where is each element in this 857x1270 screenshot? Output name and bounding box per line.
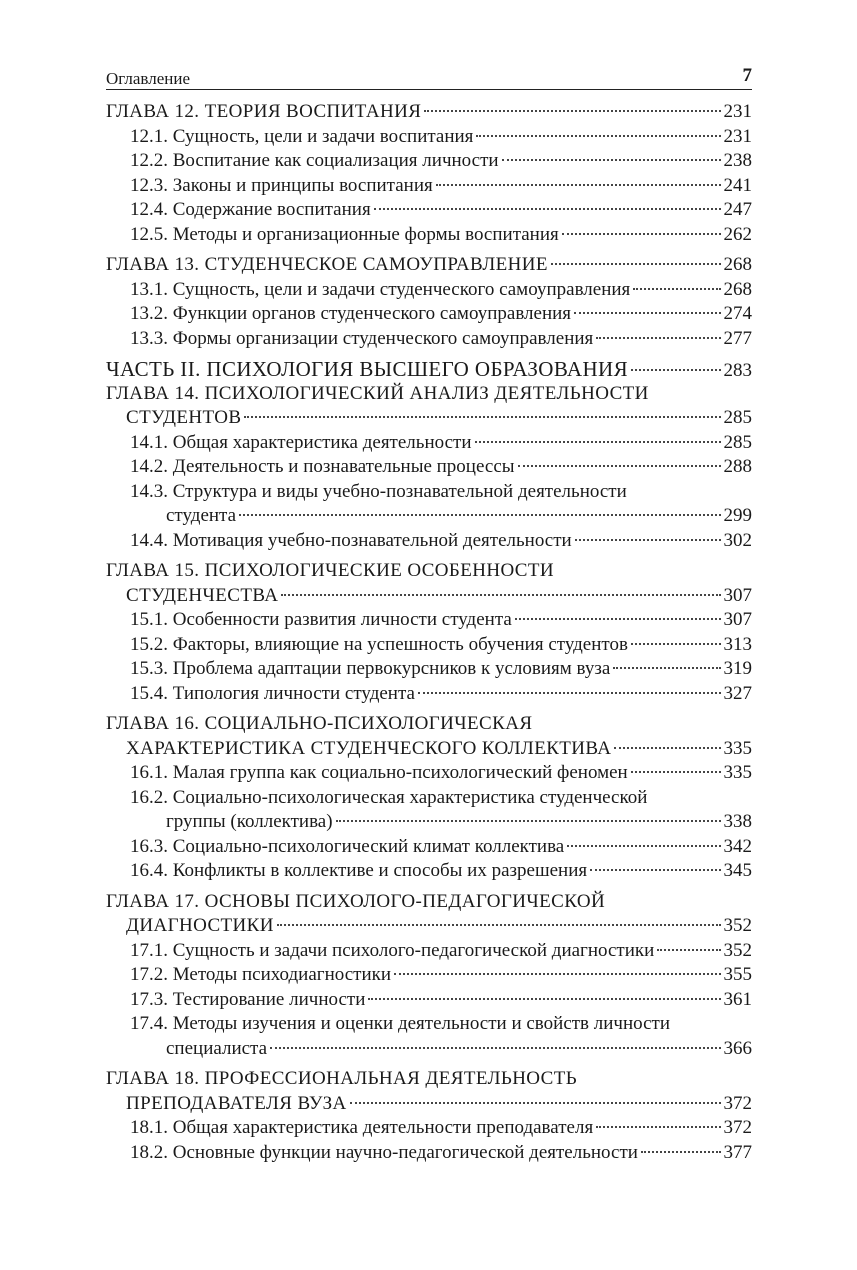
toc-group	[106, 1067, 752, 1165]
toc-entry[interactable]	[106, 327, 752, 352]
toc-entry[interactable]	[106, 963, 752, 988]
toc-entry-page: 277	[723, 327, 752, 349]
page-number: 7	[742, 65, 752, 86]
toc-entry-title: специалиста	[166, 1037, 268, 1059]
toc-entry[interactable]	[106, 712, 752, 737]
dot-leader	[657, 949, 720, 951]
toc-entry[interactable]	[106, 914, 752, 939]
toc-entry-title: ГЛАВА 13. СТУДЕНЧЕСКОЕ САМОУПРАВЛЕНИЕ	[106, 254, 548, 275]
toc-entry[interactable]	[106, 504, 752, 529]
toc-entry[interactable]	[106, 633, 752, 658]
toc-entry[interactable]	[106, 939, 752, 964]
dot-leader	[633, 288, 720, 290]
dot-leader	[631, 369, 720, 371]
dot-leader	[394, 973, 720, 975]
toc-entry-page: 283	[723, 360, 752, 381]
toc-entry-page: 327	[723, 682, 752, 704]
toc-group	[106, 100, 752, 247]
dot-leader	[374, 208, 721, 210]
dot-leader	[567, 845, 720, 847]
dot-leader	[239, 514, 720, 516]
toc-entry-title: 14.1. Общая характеристика деятельности	[130, 431, 472, 453]
dot-leader	[590, 869, 720, 871]
toc-entry-title: 15.1. Особенности развития личности студента	[130, 609, 512, 630]
toc-entry[interactable]	[106, 1067, 752, 1092]
dot-leader	[270, 1047, 720, 1049]
toc-entry-title: ЧАСТЬ II. ПСИХОЛОГИЯ ВЫСШЕГО ОБРАЗОВАНИЯ	[106, 357, 629, 381]
toc-entry-page: 361	[723, 988, 752, 1010]
toc-entry-page: 372	[723, 1092, 752, 1114]
toc-entry[interactable]	[106, 1092, 752, 1117]
toc-entry-page: 335	[723, 762, 752, 783]
toc-entry-title: 14.2. Деятельность и познавательные процессы	[130, 456, 515, 477]
toc-entry-page: 335	[723, 737, 752, 759]
toc-group	[106, 253, 752, 351]
table-of-contents	[106, 100, 752, 1165]
toc-entry-title: студента	[166, 505, 237, 526]
toc-entry[interactable]	[106, 253, 752, 278]
toc-entry-title: ГЛАВА 18. ПРОФЕССИОНАЛЬНАЯ ДЕЯТЕЛЬНОСТЬ	[106, 1068, 578, 1089]
toc-entry-page: 319	[723, 658, 752, 679]
dot-leader	[574, 312, 720, 314]
toc-entry-title: ГЛАВА 16. СОЦИАЛЬНО-ПСИХОЛОГИЧЕСКАЯ	[106, 713, 533, 734]
dot-leader	[350, 1102, 721, 1104]
dot-leader	[641, 1151, 721, 1153]
dot-leader	[418, 692, 721, 694]
toc-entry[interactable]	[106, 737, 752, 762]
toc-entry[interactable]	[106, 657, 752, 682]
toc-entry-title: 12.3. Законы и принципы воспитания	[130, 174, 433, 196]
toc-entry-page: 268	[723, 254, 752, 275]
toc-entry-page: 241	[723, 174, 752, 196]
toc-entry[interactable]	[106, 682, 752, 707]
dot-leader	[281, 594, 720, 596]
toc-entry-page: 231	[723, 101, 752, 122]
toc-entry-title: 12.5. Методы и организационные формы воспитания	[130, 223, 559, 245]
toc-entry-title: 17.4. Методы изучения и оценки деятельности и свойств личности	[130, 1013, 671, 1034]
toc-entry[interactable]	[106, 835, 752, 860]
toc-entry-page: 342	[723, 835, 752, 857]
toc-group	[106, 357, 752, 553]
toc-entry-page: 288	[723, 456, 752, 477]
toc-entry[interactable]	[106, 988, 752, 1013]
toc-entry[interactable]	[106, 198, 752, 223]
toc-entry[interactable]	[106, 1037, 752, 1062]
toc-entry[interactable]	[106, 223, 752, 248]
dot-leader	[613, 667, 720, 669]
toc-entry-title: 14.4. Мотивация учебно-познавательной деятельности	[130, 529, 572, 551]
toc-entry-title: 17.3. Тестирование личности	[130, 988, 366, 1010]
toc-entry[interactable]	[106, 278, 752, 303]
toc-entry[interactable]	[106, 559, 752, 584]
toc-entry-title: ГЛАВА 17. ОСНОВЫ ПСИХОЛОГО-ПЕДАГОГИЧЕСКОЙ	[106, 890, 606, 912]
toc-entry-page: 313	[723, 633, 752, 655]
running-header	[106, 62, 752, 90]
toc-entry-page: 231	[723, 125, 752, 147]
toc-entry[interactable]	[106, 786, 752, 811]
toc-entry-page: 307	[723, 584, 752, 606]
toc-entry[interactable]	[106, 529, 752, 554]
toc-entry[interactable]	[106, 100, 752, 125]
toc-entry[interactable]	[106, 455, 752, 480]
dot-leader	[575, 539, 721, 541]
toc-entry[interactable]	[106, 608, 752, 633]
toc-entry-page: 345	[723, 860, 752, 881]
toc-entry[interactable]	[106, 480, 752, 505]
toc-group	[106, 559, 752, 706]
toc-entry-page: 262	[723, 223, 752, 245]
dot-leader	[631, 771, 721, 773]
dot-leader	[502, 159, 721, 161]
toc-entry[interactable]	[106, 859, 752, 884]
toc-entry-title: 16.3. Социально-психологический климат коллектива	[130, 835, 565, 857]
toc-entry-title: 18.1. Общая характеристика деятельности преподавателя	[130, 1117, 594, 1138]
toc-entry-title: 15.2. Факторы, влияющие на успешность обучения студентов	[130, 633, 628, 655]
toc-entry[interactable]	[106, 810, 752, 835]
toc-entry-page: 302	[723, 529, 752, 551]
dot-leader	[562, 233, 721, 235]
toc-entry[interactable]	[106, 1012, 752, 1037]
toc-entry[interactable]	[106, 890, 752, 915]
toc-entry-title: 13.3. Формы организации студенческого самоуправления	[130, 327, 594, 349]
toc-entry[interactable]	[106, 149, 752, 174]
toc-entry-page: 377	[723, 1141, 752, 1163]
toc-entry-title: 12.1. Сущность, цели и задачи воспитания	[130, 125, 474, 147]
toc-entry-title: 15.3. Проблема адаптации первокурсников к условиям вуза	[130, 658, 611, 679]
toc-entry-title: ПРЕПОДАВАТЕЛЯ ВУЗА	[126, 1092, 347, 1114]
toc-entry[interactable]	[106, 1116, 752, 1141]
dot-leader	[596, 1126, 720, 1128]
toc-entry[interactable]	[106, 584, 752, 609]
toc-entry-title: ГЛАВА 15. ПСИХОЛОГИЧЕСКИЕ ОСОБЕННОСТИ	[106, 560, 555, 581]
toc-entry[interactable]	[106, 382, 752, 407]
toc-entry[interactable]	[106, 406, 752, 431]
dot-leader	[336, 820, 721, 822]
toc-entry-page: 247	[723, 199, 752, 220]
toc-entry-title: ХАРАКТЕРИСТИКА СТУДЕНЧЕСКОГО КОЛЛЕКТИВА	[126, 737, 612, 759]
dot-leader	[368, 998, 720, 1000]
dot-leader	[614, 747, 720, 749]
toc-entry-title: 13.2. Функции органов студенческого самоуправления	[130, 303, 572, 324]
dot-leader	[551, 263, 721, 265]
toc-entry-page: 338	[723, 811, 752, 832]
toc-entry-title: 18.2. Основные функции научно-педагогической деятельности	[130, 1141, 638, 1163]
toc-entry[interactable]	[106, 761, 752, 786]
toc-entry-title: СТУДЕНТОВ	[126, 407, 242, 428]
toc-entry-title: 16.2. Социально-психологическая характеристика студенческой	[130, 786, 648, 808]
toc-entry-title: 13.1. Сущность, цели и задачи студенческого самоуправления	[130, 278, 631, 300]
toc-entry-title: 14.3. Структура и виды учебно-познавательной деятельности	[130, 480, 627, 502]
toc-entry[interactable]	[106, 1141, 752, 1166]
toc-entry-title: 16.1. Малая группа как социально-психологический феномен	[130, 762, 628, 783]
toc-entry-page: 352	[723, 915, 752, 936]
toc-entry-title: ГЛАВА 12. ТЕОРИЯ ВОСПИТАНИЯ	[106, 101, 422, 122]
toc-entry-page: 274	[723, 303, 752, 324]
toc-entry-page: 355	[723, 964, 752, 985]
dot-leader	[424, 110, 720, 112]
book-page	[106, 62, 752, 1171]
dot-leader	[277, 924, 721, 926]
toc-group	[106, 890, 752, 1062]
toc-entry-title: 16.4. Конфликты в коллективе и способы их разрешения	[130, 860, 588, 881]
toc-entry-title: 17.2. Методы психодиагностики	[130, 964, 392, 985]
toc-entry-title: ГЛАВА 14. ПСИХОЛОГИЧЕСКИЙ АНАЛИЗ ДЕЯТЕЛЬНОСТИ	[106, 382, 649, 404]
dot-leader	[518, 465, 721, 467]
toc-entry-title: 12.4. Содержание воспитания	[130, 199, 371, 220]
dot-leader	[476, 135, 720, 137]
dot-leader	[631, 643, 721, 645]
dot-leader	[515, 618, 721, 620]
toc-entry-title: группы (коллектива)	[166, 811, 333, 832]
dot-leader	[475, 441, 721, 443]
toc-entry[interactable]	[106, 431, 752, 456]
toc-entry-title: 17.1. Сущность и задачи психолого-педагогической диагностики	[130, 939, 655, 961]
toc-group	[106, 712, 752, 884]
toc-entry[interactable]	[106, 302, 752, 327]
toc-entry-page: 285	[723, 407, 752, 428]
dot-leader	[436, 184, 721, 186]
toc-entry-page: 238	[723, 150, 752, 171]
toc-entry[interactable]	[106, 174, 752, 199]
running-header-title: Оглавление	[106, 69, 190, 88]
toc-entry-title: 12.2. Воспитание как социализация личности	[130, 150, 499, 171]
toc-entry-page: 307	[723, 609, 752, 630]
toc-entry-title: ДИАГНОСТИКИ	[126, 915, 274, 936]
toc-entry-page: 285	[723, 431, 752, 453]
toc-entry-page: 352	[723, 939, 752, 961]
toc-entry-title: СТУДЕНЧЕСТВА	[126, 584, 279, 606]
toc-entry-page: 372	[723, 1117, 752, 1138]
toc-entry-page: 299	[723, 505, 752, 526]
dot-leader	[596, 337, 720, 339]
toc-entry-page: 366	[723, 1037, 752, 1059]
dot-leader	[244, 416, 720, 418]
toc-entry-title: 15.4. Типология личности студента	[130, 682, 415, 704]
toc-entry[interactable]	[106, 357, 752, 382]
toc-entry-page: 268	[723, 278, 752, 300]
toc-entry[interactable]	[106, 125, 752, 150]
